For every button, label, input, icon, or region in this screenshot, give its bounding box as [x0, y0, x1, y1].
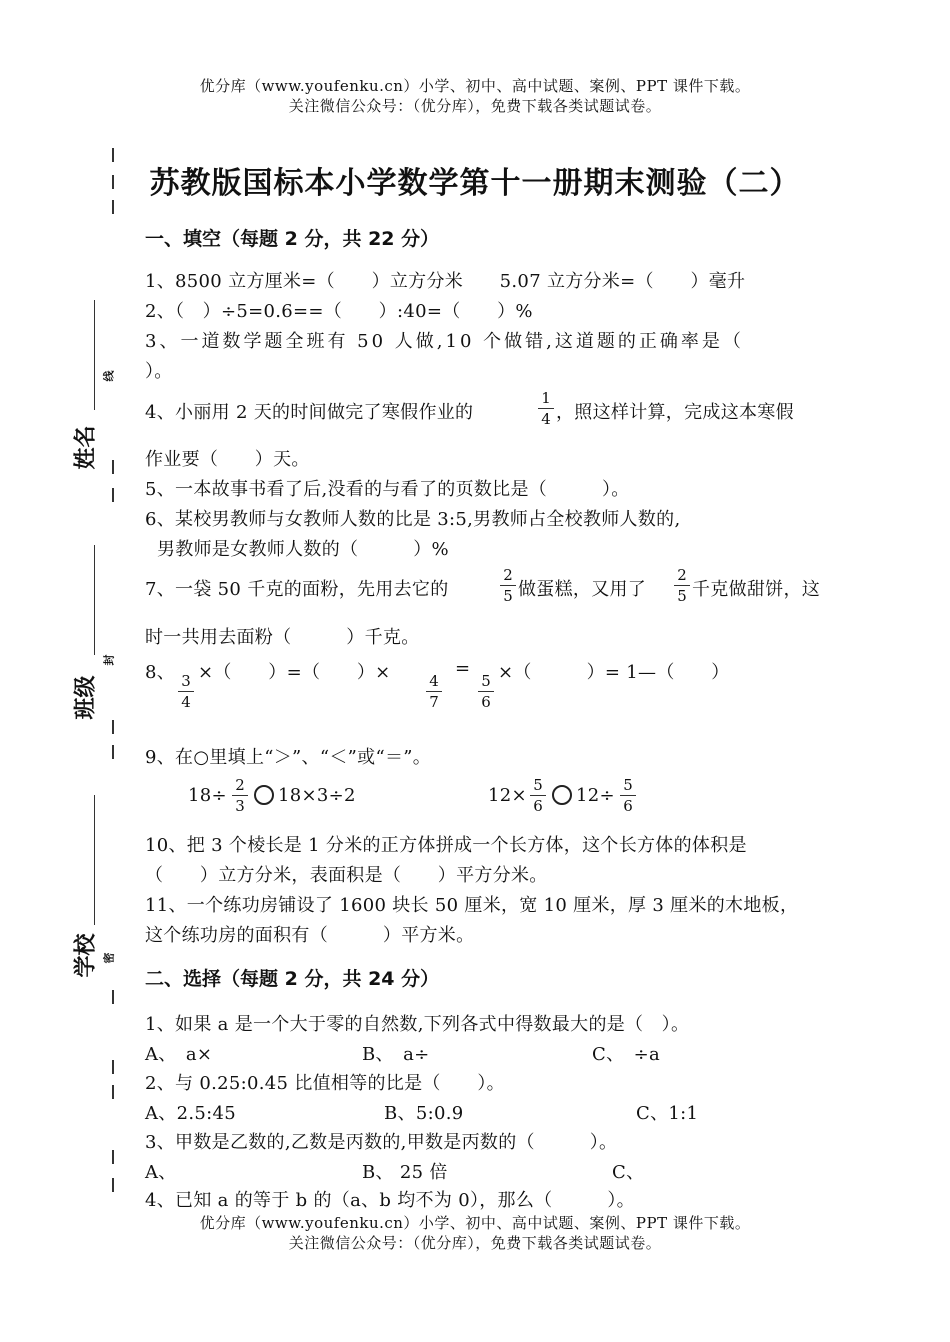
- page-title: 苏教版国标本小学数学第十一册期末测验（二）: [149, 166, 801, 201]
- school-underline: [94, 795, 95, 925]
- mark-xian: 线: [102, 370, 116, 382]
- s1-q7-fraction-1: 2 5: [500, 566, 516, 605]
- s2-q1-option-c[interactable]: C、 ÷a: [592, 1044, 661, 1065]
- s2-q2: 2、与 0.25:0.45 比值相等的比是（ ）。: [145, 1073, 505, 1094]
- s1-q7-part4: 时一共用去面粉（ ）千克。: [145, 627, 420, 648]
- s1-q11-line1: 11、一个练功房铺设了 1600 块长 50 厘米，宽 10 厘米，厚 3 厘米的木地板，: [145, 895, 799, 916]
- s1-q10-line1: 10、把 3 个棱长是 1 分米的正方体拼成一个长方体，这个长方体的体积是: [145, 835, 747, 856]
- s1-q9-expr1-a: 18÷: [188, 785, 227, 806]
- s2-q3: 3、甲数是乙数的,乙数是丙数的,甲数是丙数的（ ）。: [145, 1132, 618, 1153]
- s2-q1-option-b[interactable]: B、 a÷: [362, 1044, 430, 1065]
- s1-q4-part3: 作业要（ ）天。: [145, 449, 310, 470]
- s1-q6-line2: 男教师是女教师人数的（ ）%: [157, 539, 449, 560]
- s1-q7-part3: 千克做甜饼，这: [692, 579, 821, 600]
- s1-q9-expr1-fraction: 2 3: [232, 776, 248, 815]
- section-2-heading: 二、选择（每题 2 分，共 24 分）: [145, 968, 440, 990]
- s1-q4-fraction: 1 4: [538, 389, 554, 428]
- section-1-heading: 一、填空（每题 2 分，共 22 分）: [145, 228, 440, 250]
- s1-q7-part1: 7、一袋 50 千克的面粉，先用去它的: [145, 579, 449, 600]
- s1-q8-fraction-2: 4 7: [426, 672, 442, 711]
- s1-q11-line2: 这个练功房的面积有（ ）平方米。: [145, 925, 475, 946]
- compare-circle-1[interactable]: [254, 785, 274, 805]
- mark-feng: 封: [102, 654, 116, 666]
- mark-mi: 密: [102, 952, 116, 964]
- footer-line-1: 优分库（www.youfenku.cn）小学、初中、高中试题、案例、PPT 课件下载。: [199, 1214, 751, 1232]
- s1-q9-expr1-circle[interactable]: [254, 785, 274, 807]
- s1-q9: 9、在○里填上“＞”、“＜”或“＝”。: [145, 747, 432, 768]
- s1-q3-line1: 3、一道数学题全班有 50 人做,10 个做错,这道题的正确率是（: [145, 331, 744, 352]
- s2-q2-option-c[interactable]: C、1:1: [636, 1103, 699, 1124]
- s2-q1-option-a[interactable]: A、 a×: [145, 1044, 213, 1065]
- s1-q4-part2: ，照这样计算，完成这本寒假: [556, 402, 794, 423]
- footer-line-2: 关注微信公众号：（优分库），免费下载各类试题试卷。: [288, 1234, 662, 1252]
- s1-q5: 5、一本故事书看了后,没看的与看了的页数比是（ ）。: [145, 479, 630, 500]
- s1-q8-part3: ×（ ）= 1—（ ）: [498, 662, 730, 683]
- s1-q2: 2、（ ）÷5=0.6==（ ）:40=（ ）%: [145, 301, 533, 322]
- s1-q4-part1: 4、小丽用 2 天的时间做完了寒假作业的: [145, 402, 474, 423]
- s1-q9-expr2-a: 12×: [488, 785, 527, 806]
- s1-q9-expr2-fraction-1: 5 6: [530, 776, 546, 815]
- s2-q2-option-a[interactable]: A、2.5:45: [145, 1103, 236, 1124]
- s1-q9-expr2-b: 12÷: [576, 785, 615, 806]
- school-label: 学校: [73, 933, 99, 978]
- s1-q7-part2: 做蛋糕，又用了: [518, 579, 647, 600]
- s1-q8-part2: =: [455, 658, 471, 679]
- header-line-1: 优分库（www.youfenku.cn）小学、初中、高中试题、案例、PPT 课件下载。: [199, 77, 751, 95]
- s1-q1: 1、8500 立方厘米=（ ）立方分米 5.07 立方分米=（ ）毫升: [145, 271, 746, 292]
- s2-q1: 1、如果 a 是一个大于零的自然数,下列各式中得数最大的是（ ）。: [145, 1014, 690, 1035]
- s1-q7-fraction-2: 2 5: [674, 566, 690, 605]
- s2-q4: 4、已知 a 的等于 b 的（a、b 均不为 0），那么（ ）。: [145, 1190, 635, 1211]
- s1-q8-fraction-1: 3 4: [178, 672, 194, 711]
- s1-q3-line2: ）。: [145, 361, 173, 382]
- header-line-2: 关注微信公众号：（优分库），免费下载各类试题试卷。: [288, 97, 662, 115]
- s1-q9-expr1-b: 18×3÷2: [278, 785, 356, 806]
- class-underline: [94, 545, 95, 655]
- s1-q6-line1: 6、某校男教师与女教师人数的比是 3:5,男教师占全校教师人数的,: [145, 509, 681, 530]
- name-underline: [94, 300, 95, 410]
- s1-q8-part1: ×（ ）=（ ）×: [198, 662, 391, 683]
- s1-q8-lead: 8、: [145, 662, 176, 683]
- s2-q3-option-a[interactable]: A、: [145, 1162, 177, 1183]
- s2-q3-option-b[interactable]: B、 25 倍: [362, 1162, 448, 1183]
- s1-q9-expr2-circle[interactable]: [552, 785, 572, 807]
- s1-q9-expr2-fraction-2: 5 6: [620, 776, 636, 815]
- s2-q3-option-c[interactable]: C、: [612, 1162, 645, 1183]
- compare-circle-2[interactable]: [552, 785, 572, 805]
- s1-q10-line2: （ ）立方分米，表面积是（ ）平方分米。: [145, 865, 548, 886]
- name-label: 姓名: [73, 425, 99, 470]
- s1-q8-fraction-3: 5 6: [478, 672, 494, 711]
- s2-q2-option-b[interactable]: B、5:0.9: [384, 1103, 464, 1124]
- class-label: 班级: [73, 675, 99, 720]
